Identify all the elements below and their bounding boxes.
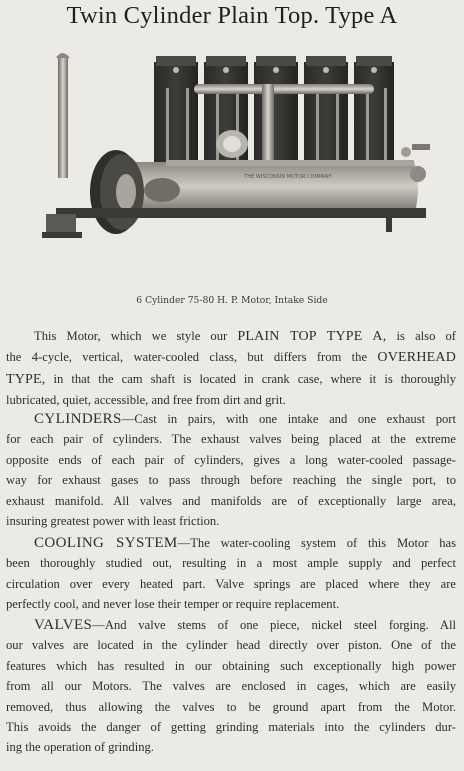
cooling-heading: COOLING SYSTEM [34, 535, 178, 551]
valves-line-3: features which has resulted in our obtaining such exceptionally high power [6, 658, 456, 673]
cylinders-line-5: exhaust manifold. All valves and manifolds are of exceptionally large area, [6, 493, 456, 508]
cylinders-line-3: opposite ends of each pair of cylinders, gives a long water-cooled passage- [6, 452, 456, 467]
engine-photo [26, 48, 446, 250]
cylinders-line-6: insuring greatest power with least friction. [6, 514, 220, 529]
cylinders-heading: CYLINDERS [34, 411, 122, 427]
cylinders-line-4: way for exhaust gases to pass through before reaching the single port, to [6, 473, 456, 488]
cooling-line-4: perfectly cool, and never lose their temper or require replacement. [6, 597, 340, 612]
valves-line-4: from all our Motors. The valves are enclosed in cages, which are easily [6, 679, 456, 694]
valves-paragraph [6, 615, 456, 758]
intro-text: This Motor, which we style our [34, 329, 238, 343]
cylinders-line-2: for each pair of cylinders. The exhaust valves being placed at the extreme [6, 432, 456, 447]
intro-line-3 [6, 369, 456, 390]
cooling-line-2: been thoroughly studied out, resulting in a most ample supply and perfect [6, 556, 456, 571]
valves-line-7: ing the operation of grinding. [6, 740, 154, 755]
intro-paragraph [6, 326, 456, 411]
photo-caption: 6 Cylinder 75-80 H. P. Motor, Intake Side [136, 295, 328, 306]
valves-line-2: our valves are located in the cylinder head directly over piston. One of the [6, 638, 456, 653]
intro-type-word: TYPE, [6, 371, 46, 387]
cylinders-line-1 [6, 409, 456, 429]
cooling-text: —The water-cooling system of this Motor has [177, 536, 456, 550]
intro-line-2 [6, 347, 456, 368]
engine-maker-plate: THE WISCONSIN MOTOR COMPANY [244, 174, 332, 180]
intro-overhead-name: OVERHEAD [377, 350, 456, 366]
valves-heading: VALVES [34, 617, 93, 633]
intro-line-4: lubricated, quiet, accessible, and free from dirt and grit. [6, 393, 286, 408]
intro-text: in that the cam shaft is located in crank case, where it is thoroughly [45, 371, 456, 386]
cooling-line-1 [6, 533, 456, 553]
intro-text: the 4-cycle, vertical, water-cooled class, but differs from the [6, 350, 378, 365]
page-title: Twin Cylinder Plain Top. Type A [66, 2, 398, 29]
intro-type-name: PLAIN TOP TYPE A, [237, 329, 387, 344]
valves-line-1 [6, 615, 456, 635]
valves-line-5: removed, thus allowing the valves to be ground apart from the Motor. [6, 699, 456, 714]
intro-text: is also of [386, 329, 456, 343]
cooling-line-3: circulation over every heated part. Valve springs are placed where they are [6, 576, 456, 591]
cylinders-text: —Cast in pairs, with one intake and one exhaust port [121, 412, 456, 426]
intro-line-1 [6, 326, 456, 347]
cooling-paragraph [6, 533, 456, 615]
cylinders-paragraph [6, 409, 456, 531]
valves-line-6: This avoids the danger of getting grinding materials into the cylinders dur- [6, 720, 456, 735]
valves-text: —And valve stems of one piece, nickel steel forging. All [92, 618, 456, 632]
